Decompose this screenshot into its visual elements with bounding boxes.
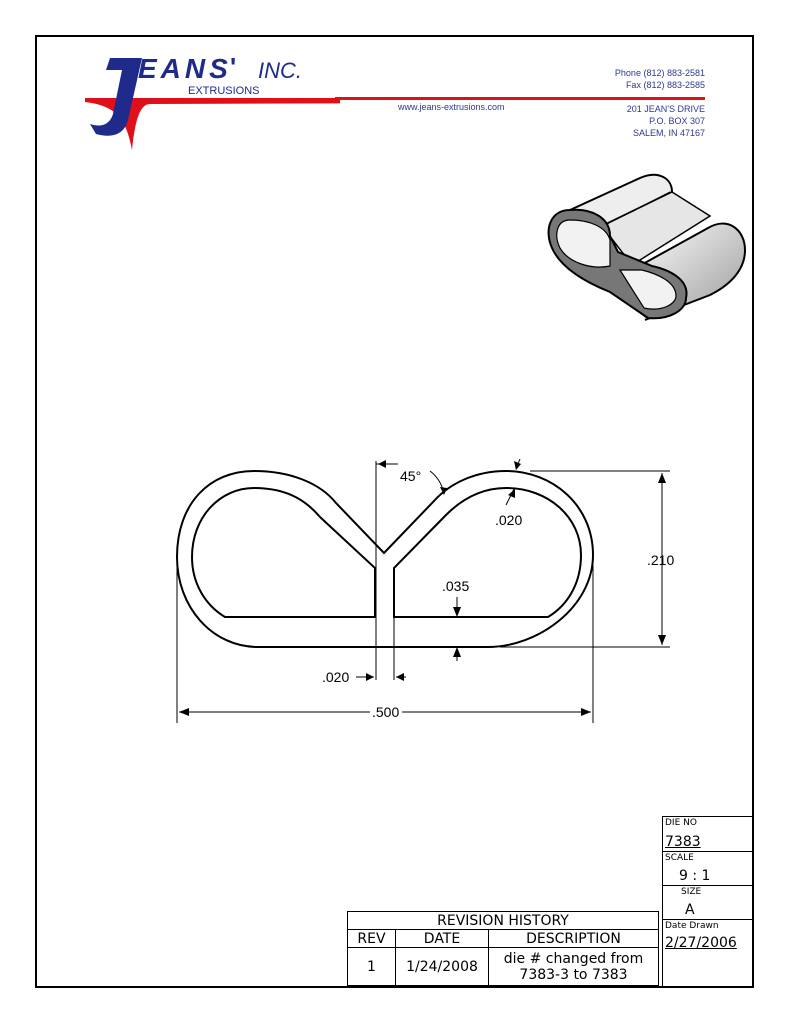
- logo-extrusions: EXTRUSIONS: [188, 85, 260, 97]
- outer-profile-outline: [177, 471, 593, 647]
- logo-inc: INC.: [258, 58, 302, 83]
- website-link[interactable]: www.jeans-extrusions.com: [398, 102, 505, 112]
- phone-text: Phone (812) 883-2581: [614, 68, 705, 78]
- rev-cell: 1: [348, 948, 396, 986]
- logo-company-name: EANS: [138, 53, 232, 84]
- address-line-3: SALEM, IN 47167: [632, 128, 705, 138]
- revision-history-table: [347, 911, 659, 986]
- fax-text: Fax (812) 883-2585: [625, 80, 705, 90]
- height-dimension-label: .210: [647, 552, 675, 568]
- scale-value: 9 : 1: [679, 868, 711, 884]
- address-line-1: 201 JEAN'S DRIVE: [626, 104, 705, 114]
- profile-drawing: [150, 445, 710, 735]
- bottom-wall-dimension-label: .035: [442, 578, 470, 594]
- description-line-1: die # changed from: [503, 950, 644, 967]
- date-column-header: DATE: [396, 930, 489, 948]
- die-no-label: DIE NO: [665, 818, 697, 828]
- isometric-view: [540, 170, 750, 330]
- description-cell: [489, 948, 659, 986]
- die-no-cell: [662, 816, 754, 851]
- table-row: [348, 948, 659, 986]
- die-no-value: 7383: [665, 834, 701, 850]
- scale-label: SCALE: [665, 853, 694, 863]
- angle-dimension-label: 45°: [400, 468, 422, 484]
- description-column-header: DESCRIPTION: [489, 930, 659, 948]
- company-logo: [80, 50, 340, 160]
- top-wall-dimension-label: .020: [495, 512, 523, 528]
- date-drawn-cell: [662, 919, 754, 988]
- inner-right-cavity: [394, 488, 581, 617]
- contact-block: [615, 67, 705, 91]
- date-drawn-value: 2/27/2006: [665, 935, 737, 951]
- rev-column-header: REV: [348, 930, 396, 948]
- size-cell: [662, 885, 754, 919]
- size-label: SIZE: [681, 887, 702, 897]
- address-line-2: P.O. BOX 307: [649, 116, 705, 126]
- center-wall-dimension-label: .020: [322, 669, 350, 685]
- header-red-rule: [335, 97, 705, 100]
- date-cell: 1/24/2008: [396, 948, 489, 986]
- inner-left-cavity: [192, 488, 375, 617]
- revision-history-title: REVISION HISTORY: [348, 912, 659, 930]
- scale-cell: [662, 851, 754, 885]
- size-value: A: [685, 902, 695, 918]
- logo-apostrophe: ': [230, 52, 237, 82]
- description-line-2: 7383-3 to 7383: [519, 966, 628, 983]
- date-drawn-label: Date Drawn: [665, 921, 719, 931]
- address-block: [627, 103, 705, 139]
- width-dimension-label: .500: [372, 704, 400, 720]
